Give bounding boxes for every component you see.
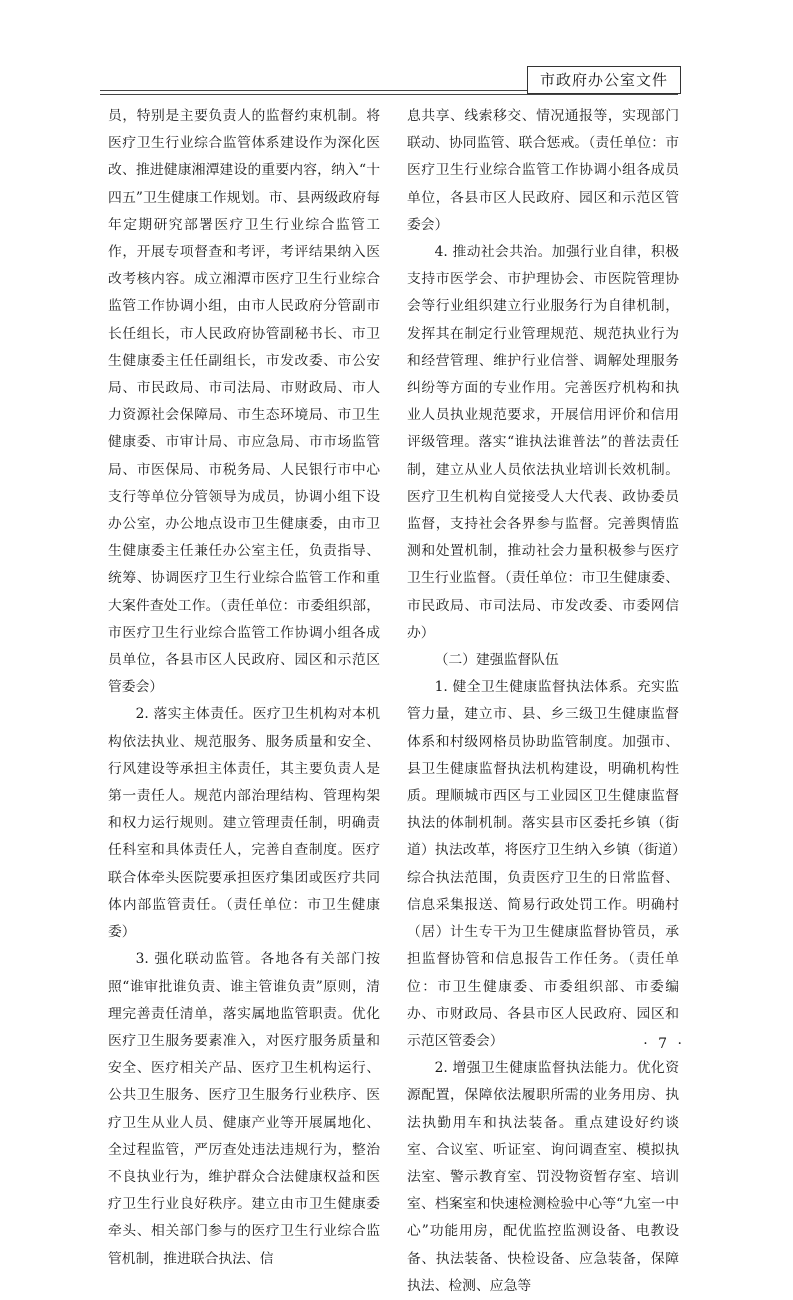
paragraph: 息共享、线索移交、情况通报等，实现部门联动、协同监管、联合惩戒。（责任单位：市医疗卫生行业综合监管工作协调小组各成员单位，各县市区人民政府、园区和示范区管委会）	[407, 108, 679, 233]
left-text-column	[108, 103, 380, 1273]
page-number: · 7 ·	[643, 1036, 685, 1052]
paragraph: 3. 强化联动监管。各地各有关部门按照“谁审批谁负责、谁主管谁负责”原则，清理完善责任清单，落实属地监管职责。优化医疗卫生服务要素准入，对医疗服务质量和安全、医疗相关产品、医疗卫生机构运行、公共卫生服务、医疗卫生服务行业秩序、医疗卫生从业人员、健康产业等开展属地化、全过程监管，严厉查处违法违规行为，整治不良执业行为，维护群众合法健康权益和医疗卫生行业良好秩序。建立由市卫生健康委牵头、相关部门参与的医疗卫生行业综合监管机制，推进联合执法、信	[108, 951, 380, 1267]
section-heading: （二）建强监督队伍	[434, 652, 559, 669]
paragraph: 2. 增强卫生健康监督执法能力。优化资源配置，保障依法履职所需的业务用房、执法执勤用车和执法装备。重点建设好约谈室、合议室、听证室、询问调查室、模拟执法室、警示教育室、罚没物资暂存室、培训室、档案室和快速检测检验中心等“九室一中心”功能用房，配优监控监测设备、电教设备、执法装备、快检设备、应急装备，保障执法、检测、应急等	[407, 1060, 679, 1294]
paragraph: 4. 推动社会共治。加强行业自律，积极支持市医学会、市护理协会、市医院管理协会等行业组织建立行业服务行为自律机制，发挥其在制定行业管理规范、规范执业行为和经营管理、维护行业信誉、调解处理服务纠纷等方面的专业作用。完善医疗机构和执业人员执业规范要求，开展信用评价和信用评级管理。落实“谁执法谁普法”的普法责任制，建立从业人员依法执业培训长效机制。医疗卫生机构自觉接受人大代表、政协委员监督，支持社会各界参与监督。完善舆情监测和处置机制，推动社会力量积极参与医疗卫生行业监督。（责任单位：市卫生健康委、市民政局、市司法局、市发改委、市委网信办）	[407, 244, 679, 641]
running-header-title: 市政府办公室文件	[527, 66, 681, 94]
paragraph: 2. 落实主体责任。医疗卫生机构对本机构依法执业、规范服务、服务质量和安全、行风建设等承担主体责任，其主要负责人是第一责任人。规范内部治理结构、管理构架和权力运行规则。建立管理责任制，明确责任科室和具体责任人，完善自查制度。医疗联合体牵头医院要承担医疗集团或医疗共同体内部监管责任。（责任单位：市卫生健康委）	[108, 706, 380, 941]
header-rule-bottom	[100, 94, 678, 95]
paragraph: 1. 健全卫生健康监督执法体系。充实监管力量，建立市、县、乡三级卫生健康监督体系和村级网格员协助监管制度。加强市、县卫生健康监督执法机构建设，明确机构性质。理顺城市西区与工业园区卫生健康监督执法的体制机制。落实县市区委托乡镇（街道）执法改革，将医疗卫生纳入乡镇（街道）综合执法范围，负责医疗卫生的日常监督、信息采集报送、简易行政处罚工作。明确村（居）计生专干为卫生健康监督协管员，承担监督协管和信息报告工作任务。（责任单位：市卫生健康委、市委组织部、市委编办、市财政局、各县市区人民政府、园区和示范区管委会）	[407, 679, 679, 1049]
right-text-column	[407, 103, 679, 1300]
paragraph: 员，特别是主要负责人的监督约束机制。将医疗卫生行业综合监管体系建设作为深化医改、推进健康湘潭建设的重要内容，纳入“十四五”卫生健康工作规划。市、县两级政府每年定期研究部署医疗卫生行业综合监管工作，开展专项督查和考评，考评结果纳入医改考核内容。成立湘潭市医疗卫生行业综合监管工作协调小组，由市人民政府分管副市长任组长，市人民政府协管副秘书长、市卫生健康委主任任副组长，市发改委、市公安局、市民政局、市司法局、市财政局、市人力资源社会保障局、市生态环境局、市卫生健康委、市审计局、市应急局、市市场监管局、市医保局、市税务局、人民银行市中心支行等单位分管领导为成员，协调小组下设办公室，办公地点设市卫生健康委，由市卫生健康委主任兼任办公室主任，负责指导、统筹、协调医疗卫生行业综合监管工作和重大案件查处工作。（责任单位：市委组织部，市医疗卫生行业综合监管工作协调小组各成员单位，各县市区人民政府、园区和示范区管委会）	[108, 108, 380, 696]
